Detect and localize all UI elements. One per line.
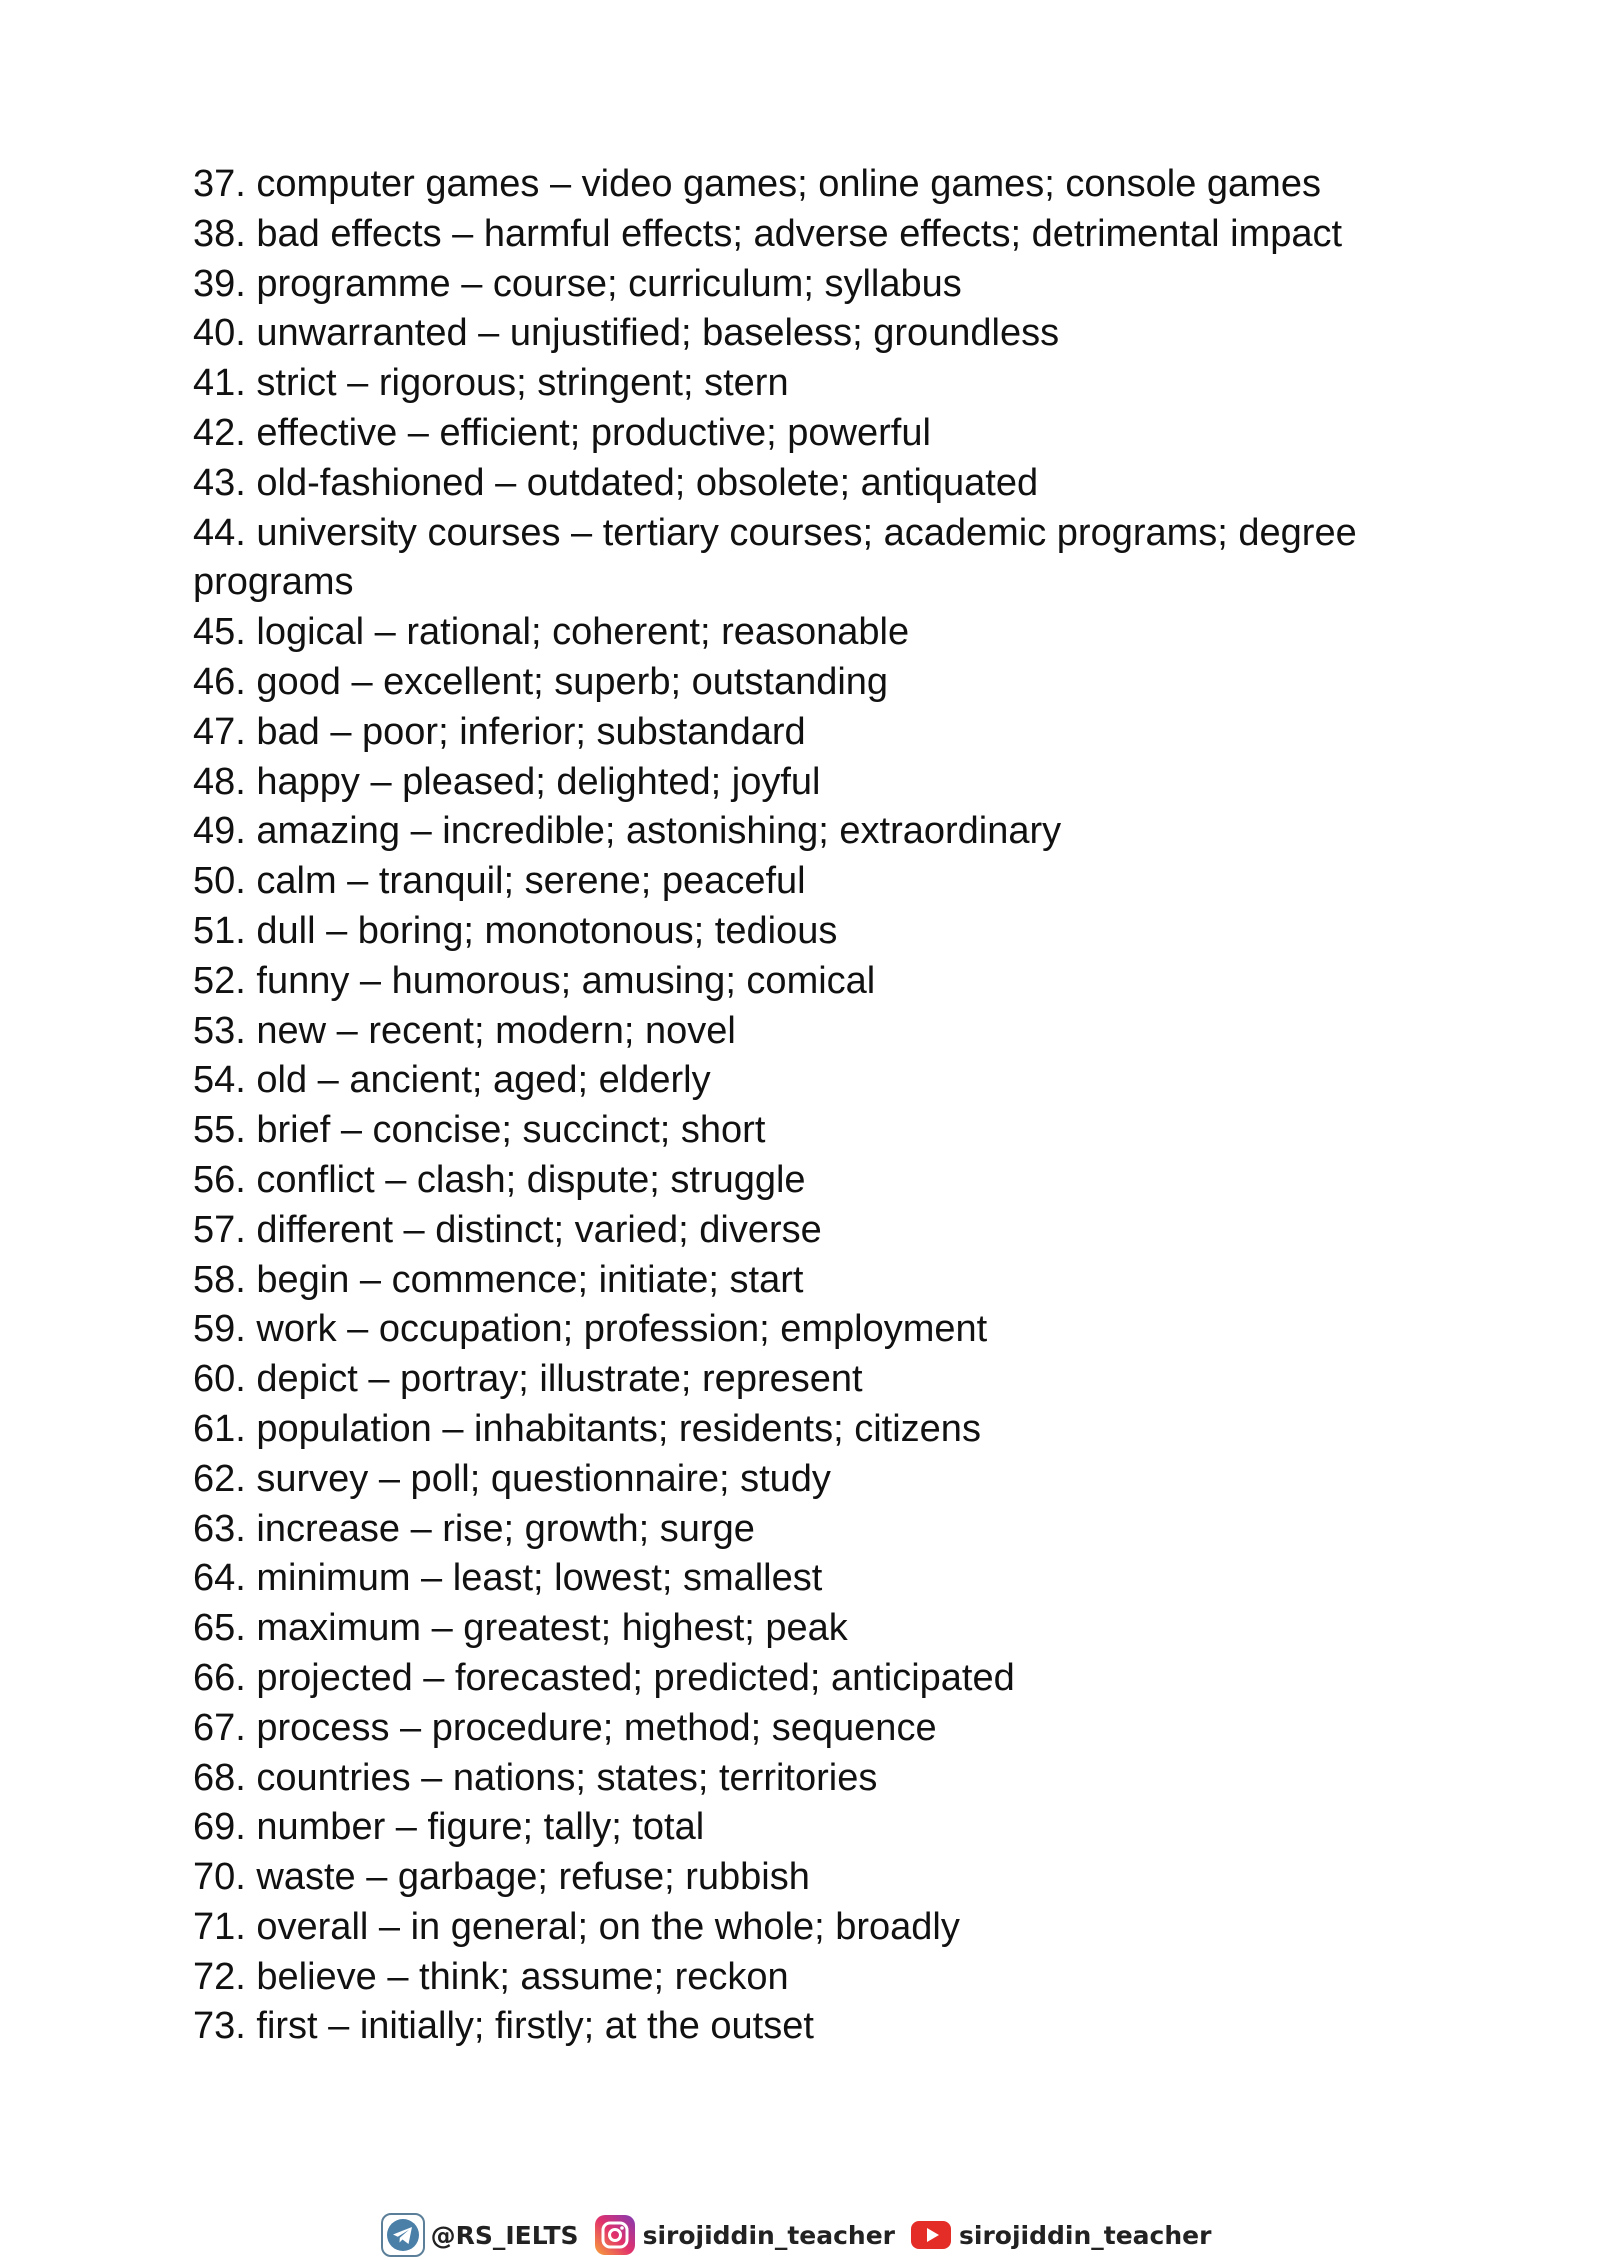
list-item: 51. dull – boring; monotonous; tedious	[193, 909, 838, 952]
telegram-icon[interactable]	[381, 2213, 425, 2257]
list-item: 66. projected – forecasted; predicted; anticipated	[193, 1656, 1015, 1699]
list-item: 58. begin – commence; initiate; start	[193, 1258, 804, 1301]
list-item: 49. amazing – incredible; astonishing; extraordinary	[193, 810, 1062, 853]
synonym-list	[193, 160, 1373, 2052]
list-item: 50. calm – tranquil; serene; peaceful	[193, 860, 806, 903]
list-item: 73. first – initially; firstly; at the outset	[193, 2005, 814, 2048]
list-item: 42. effective – efficient; productive; powerful	[193, 411, 931, 454]
list-item: 61. population – inhabitants; residents; citizens	[193, 1407, 981, 1450]
list-item: 39. programme – course; curriculum; syllabus	[193, 262, 962, 305]
list-item: 71. overall – in general; on the whole; broadly	[193, 1905, 960, 1948]
list-item: 41. strict – rigorous; stringent; stern	[193, 362, 789, 405]
list-item: 52. funny – humorous; amusing; comical	[193, 959, 876, 1002]
instagram-handle[interactable]: sirojiddin_teacher	[642, 2220, 895, 2250]
list-item: 57. different – distinct; varied; diverse	[193, 1208, 822, 1251]
list-item: 55. brief – concise; succinct; short	[193, 1109, 766, 1152]
social-footer	[0, 2210, 1600, 2260]
list-item: 67. process – procedure; method; sequence	[193, 1706, 937, 1749]
list-item: 72. believe – think; assume; reckon	[193, 1955, 789, 1998]
youtube-icon[interactable]	[909, 2213, 953, 2257]
list-item: 45. logical – rational; coherent; reasonable	[193, 611, 910, 654]
telegram-handle[interactable]: @RS_IELTS	[430, 2220, 579, 2250]
list-item: 59. work – occupation; profession; employment	[193, 1308, 988, 1351]
list-item: 53. new – recent; modern; novel	[193, 1009, 736, 1052]
list-item: 54. old – ancient; aged; elderly	[193, 1059, 711, 1102]
list-item: 47. bad – poor; inferior; substandard	[193, 710, 806, 753]
list-item: 56. conflict – clash; dispute; struggle	[193, 1158, 806, 1201]
list-item: 37. computer games – video games; online games; console games	[193, 163, 1321, 205]
list-item: 63. increase – rise; growth; surge	[193, 1507, 755, 1550]
instagram-icon[interactable]	[593, 2213, 637, 2257]
list-item: 38. bad effects – harmful effects; adverse effects; detrimental impact	[193, 212, 1343, 255]
list-item: 68. countries – nations; states; territories	[193, 1756, 878, 1799]
list-item: 43. old-fashioned – outdated; obsolete; antiquated	[193, 461, 1039, 504]
list-item: 70. waste – garbage; refuse; rubbish	[193, 1856, 810, 1899]
list-item: 46. good – excellent; superb; outstanding	[193, 660, 889, 703]
list-item: 62. survey – poll; questionnaire; study	[193, 1457, 831, 1500]
youtube-handle[interactable]: sirojiddin_teacher	[959, 2220, 1212, 2250]
list-item: 48. happy – pleased; delighted; joyful	[193, 760, 821, 803]
list-item: 44. university courses – tertiary courses; academic programs; degree programs	[193, 511, 1357, 604]
list-item: 65. maximum – greatest; highest; peak	[193, 1607, 848, 1650]
list-item: 64. minimum – least; lowest; smallest	[193, 1557, 823, 1600]
list-item: 60. depict – portray; illustrate; represent	[193, 1358, 863, 1401]
list-item: 69. number – figure; tally; total	[193, 1806, 705, 1849]
list-item: 40. unwarranted – unjustified; baseless; groundless	[193, 312, 1060, 355]
